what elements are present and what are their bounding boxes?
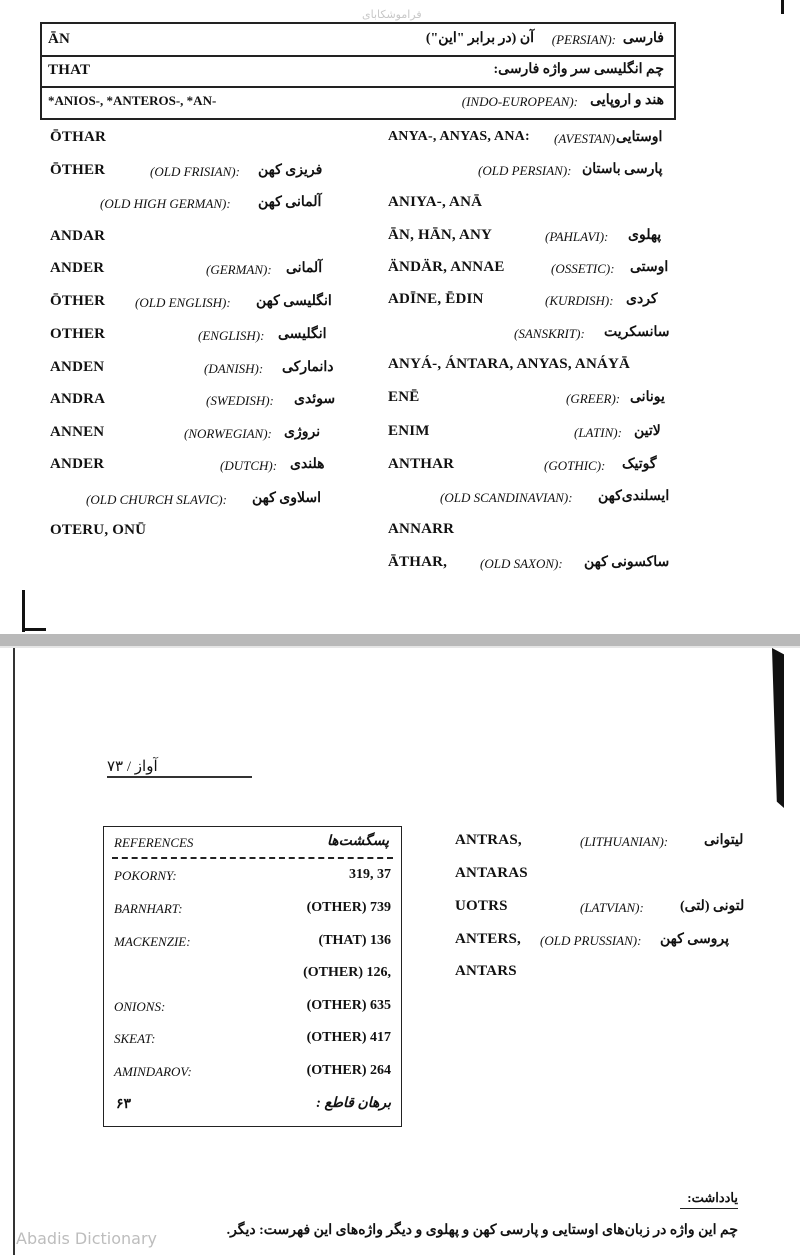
language-tag: (OLD CHURCH SLAVIC): — [86, 492, 227, 507]
page-edge-foot — [22, 628, 46, 631]
cognate-form: ŌTHAR — [50, 129, 107, 145]
language-fa: آلمانی کهن — [258, 195, 322, 210]
language-fa: سانسکریت — [604, 325, 670, 340]
reference-source-fa: برهان قاطع : — [316, 1096, 391, 1111]
references-heading: REFERENCES — [114, 835, 194, 850]
cognate-form: ANNARR — [388, 521, 455, 537]
cognate-form: OTHER — [50, 326, 106, 342]
reference-value: (OTHER) 264 — [306, 1063, 391, 1078]
cognate-form: ANTRAS, — [455, 832, 522, 848]
cognate-form: ĀTHAR, — [388, 554, 448, 570]
language-tag: (OLD PRUSSIAN): — [540, 933, 642, 948]
cognate-form: ANDAR — [50, 228, 106, 244]
cognate-form: ANTARS — [455, 963, 517, 979]
language-tag: (ENGLISH): — [198, 328, 265, 343]
cognate-form: ENIM — [388, 423, 430, 439]
language-tag: (OLD PERSIAN): — [478, 163, 572, 178]
language-tag: (SWEDISH): — [206, 393, 274, 408]
cognate-form: ANDEN — [50, 359, 105, 375]
language-fa: دانمارکی — [282, 360, 334, 375]
headword: ĀN — [48, 31, 71, 47]
references-box — [103, 826, 402, 1127]
references-heading-fa: پسگشت‌ها — [326, 834, 389, 849]
cognate-form: ANDER — [50, 456, 105, 472]
ie-tag: (INDO-EUROPEAN): — [461, 94, 578, 109]
cognate-form: ENĒ — [388, 389, 420, 405]
cognate-form: ANDRA — [50, 391, 106, 407]
note-title: یادداشت: — [687, 1190, 738, 1205]
page2-edge-right — [772, 648, 784, 808]
language-tag: (GOTHIC): — [544, 458, 606, 473]
cognate-form: ANNEN — [50, 424, 105, 440]
ie-forms: *ANIOS-, *ANTEROS-, *AN- — [48, 93, 217, 108]
language-fa: ایسلندی‌کهن — [598, 489, 670, 504]
cognate-form: ANTARAS — [455, 865, 528, 881]
cognate-form: ĀN, HĀN, ANY — [388, 227, 493, 243]
language-fa: لتونی (لتی) — [680, 899, 745, 914]
cognate-form: UOTRS — [455, 898, 508, 914]
note-text: چم این واژه در زبان‌های اوستایی و پارسی کهن و پهلوی و دیگر واژه‌های این فهرست: دیگر. — [226, 1223, 738, 1238]
header-row-ie — [42, 86, 674, 116]
language-tag: (LITHUANIAN): — [580, 834, 669, 849]
page-separator-shadow — [0, 646, 800, 648]
language-fa: ساکسونی کهن — [584, 555, 670, 570]
language-tag: (OSSETIC): — [551, 261, 615, 276]
reference-value: (OTHER) 417 — [306, 1030, 391, 1045]
reference-source: MACKENZIE: — [114, 934, 191, 949]
cognate-form: ANTERS, — [455, 931, 521, 947]
language-fa: هلندی — [290, 457, 325, 472]
cognate-form: ŌTHER — [50, 293, 106, 309]
header-row-english — [42, 55, 674, 88]
cognate-form: ÄNDÄR, ANNAE — [388, 259, 505, 275]
language-tag: (AVESTAN) — [554, 131, 616, 146]
language-tag: (PAHLAVI): — [545, 229, 609, 244]
persian-label: فارسی — [622, 31, 664, 46]
language-fa: انگلیسی کهن — [256, 294, 332, 309]
language-tag: (DANISH): — [204, 361, 264, 376]
header-row-persian — [42, 24, 674, 57]
cognate-form: ANYÁ-, ÁNTARA, ANYAS, ANÁYĀ — [388, 356, 631, 372]
language-tag: (KURDISH): — [545, 293, 614, 308]
english-label: چم انگلیسی سر واژه فارسی: — [493, 62, 664, 77]
reference-source: ONIONS: — [114, 999, 166, 1014]
language-tag: (OLD SAXON): — [480, 556, 563, 571]
cognate-form: ANYA-, ANYAS, ANA: — [388, 129, 530, 144]
reference-value: (THAT) 136 — [318, 933, 391, 948]
page2-edge-left — [13, 648, 15, 1255]
language-tag: (OLD SCANDINAVIAN): — [440, 490, 573, 505]
language-tag: (LATVIAN): — [580, 900, 644, 915]
page-label: آواز / ۷۳ — [107, 759, 158, 775]
language-tag: (LATIN): — [574, 425, 622, 440]
language-fa: لیتوانی — [704, 833, 744, 848]
language-fa: اسلاوی کهن — [252, 491, 321, 506]
cognate-form: ANDER — [50, 260, 105, 276]
cognate-form: ŌTHER — [50, 162, 106, 178]
language-fa: انگلیسی — [278, 327, 327, 342]
persian-tag: (PERSIAN): — [551, 32, 616, 47]
language-tag: (NORWEGIAN): — [184, 426, 272, 441]
language-fa: نروژی — [284, 425, 321, 440]
language-fa: اوستی — [630, 260, 669, 275]
language-fa: کردی — [626, 292, 658, 307]
cognate-form: ANIYA-, ANĀ — [388, 194, 483, 210]
language-tag: (OLD ENGLISH): — [135, 295, 231, 310]
watermark-top: فرامو‌شکابای — [362, 8, 422, 21]
page-label-underline — [107, 776, 252, 778]
language-tag: (GERMAN): — [206, 262, 272, 277]
page-edge-top — [781, 0, 784, 14]
cognate-form: OTERU, ONŪ — [50, 522, 147, 538]
page-separator — [0, 634, 800, 646]
cognate-form: ANTHAR — [388, 456, 455, 472]
note-title-underline — [680, 1208, 738, 1209]
language-fa: پروسی کهن — [660, 932, 730, 947]
language-fa: فریزی کهن — [258, 163, 323, 178]
reference-source: AMINDAROV: — [114, 1064, 192, 1079]
reference-value: ۶۳ — [116, 1097, 132, 1112]
reference-source: SKEAT: — [114, 1031, 156, 1046]
entry-header-box — [40, 22, 676, 120]
language-fa: لاتین — [634, 424, 661, 439]
page-edge-corner — [22, 590, 25, 632]
references-divider — [112, 857, 393, 859]
language-fa: پارسی باستان — [582, 162, 663, 177]
language-tag: (SANSKRIT): — [514, 326, 585, 341]
reference-value: (OTHER) 126, — [303, 965, 391, 980]
language-fa: سوئدی — [294, 392, 336, 407]
cognate-form: ADĪNE, ĒDIN — [388, 291, 484, 307]
reference-value: (OTHER) 635 — [306, 998, 391, 1013]
persian-value: آن (در برابر "این") — [425, 31, 534, 46]
language-fa: پهلوی — [628, 228, 662, 243]
reference-value: (OTHER) 739 — [306, 900, 391, 915]
reference-source: POKORNY: — [114, 868, 177, 883]
language-fa: یونانی — [630, 390, 665, 405]
site-watermark: Abadis Dictionary — [16, 1229, 157, 1248]
language-fa: اوستایی — [616, 130, 663, 145]
ie-label: هند و اروپایی — [590, 93, 664, 108]
language-fa: آلمانی — [286, 261, 323, 276]
language-tag: (OLD HIGH GERMAN): — [100, 196, 231, 211]
language-tag: (GREER): — [566, 391, 621, 406]
reference-source: BARNHART: — [114, 901, 183, 916]
language-tag: (DUTCH): — [220, 458, 278, 473]
language-tag: (OLD FRISIAN): — [150, 164, 240, 179]
language-fa: گوتیک — [622, 457, 657, 472]
reference-value: 319, 37 — [349, 867, 391, 882]
english-head: THAT — [48, 62, 91, 78]
